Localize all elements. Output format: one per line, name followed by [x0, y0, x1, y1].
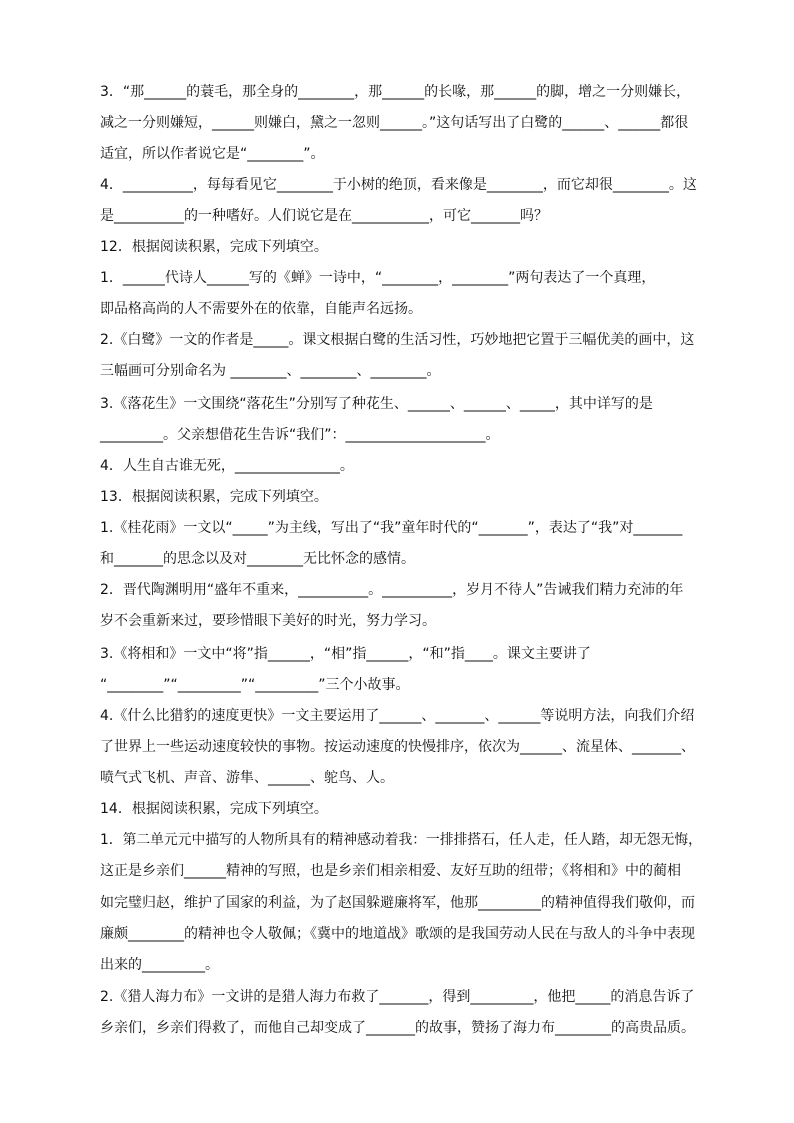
text-line: 如完璧归赵，维护了国家的利益，为了赵国躲避廉将军，他那_________的精神值得我们敬仰，而	[100, 895, 695, 911]
text-line: 即品格高尚的人不需要外在的依靠，自能声名远扬。	[100, 301, 422, 317]
text-line: 3.《落花生》一文围绕“落花生”分别写了种花生、______、______、_____，其中详写的是	[100, 396, 653, 412]
text-line: 这正是乡亲们______精神的写照，也是乡亲们相亲相爱、友好互助的纽带；《将相和》中的蔺相	[100, 863, 681, 879]
section-heading: 13．根据阅读积累，完成下列填空。	[100, 489, 328, 505]
text-line: 廉颇________的精神也令人敬佩；《冀中的地道战》歌颂的是我国劳动人民在与敌人的斗争中表现	[100, 926, 695, 942]
text-line: 岁不会重新来过，要珍惜眼下美好的时光，努力学习。	[100, 613, 436, 629]
text-line: 是__________的一种嗜好。人们说它是在___________，可它_______吗？	[100, 208, 548, 224]
text-line: 3.《将相和》一文中“将”指______，“相”指______，“和”指____。课文主要讲了	[100, 646, 591, 662]
text-line: 1．第二单元元中描写的人物所具有的精神感动着我：一排排搭石，任人走，任人踏，却无怨无悔，	[100, 832, 702, 848]
text-line: 1.《桂花雨》一文以“_____”为主线，写出了“我”童年时代的“_______”，表达了“我”对_______	[100, 520, 683, 536]
text-line: 和_______的思念以及对________无比怀念的感情。	[100, 551, 415, 567]
text-line: _________。父亲想借花生告诉“我们”：____________________。	[100, 427, 500, 443]
text-line: 喷气式飞机、声音、游隼、______、鸵鸟、人。	[100, 770, 394, 786]
text-line: 三幅画可分别命名为 ________、________、________。	[100, 363, 441, 379]
text-line: 1．______代诗人______写的《蝉》一诗中，“________，________”两句表达了一个真理，	[100, 270, 656, 286]
text-line: 适宜，所以作者说它是“________”。	[100, 146, 325, 162]
text-line: 乡亲们，乡亲们得救了，而他自己却变成了_______的故事，赞扬了海力布________的高贵品质。	[100, 1020, 695, 1036]
text-line: 2.《白鹭》一文的作者是_____。课文根据白鹭的生活习性，巧妙地把它置于三幅优美的画中，这	[100, 332, 695, 348]
section-heading: 14．根据阅读积累，完成下列填空。	[100, 801, 328, 817]
text-line: 4．人生自古谁无死，_______________。	[100, 458, 354, 474]
text-line: “________”“_________”“_________”三个小故事。	[100, 677, 410, 693]
text-line: 3．“那______的蓑毛，那全身的________，那______的长喙，那______的脚，增之一分则嫌长，	[100, 84, 691, 100]
text-line: 2．晋代陶渊明用“盛年不重来，__________。__________，岁月不待人”告诫我们精力充沛的年	[100, 582, 684, 598]
text-line: 了世界上一些运动速度较快的事物。按运动速度的快慢排序，依次为______、流星体、_______、	[100, 739, 695, 755]
section-heading: 12．根据阅读积累，完成下列填空。	[100, 239, 328, 255]
text-line: 4．__________，每每看见它________于小树的绝顶，看来像是________，而它却很________。这	[100, 177, 697, 193]
text-line: 出来的_________。	[100, 957, 219, 973]
text-line: 4.《什么比猎豹的速度更快》一文主要运用了______、_______、______等说明方法，向我们介绍	[100, 708, 695, 724]
text-line: 减之一分则嫌短，______则嫌白，黛之一忽则______。”这句话写出了白鹭的______、______都很	[100, 115, 689, 131]
text-line: 2.《猎人海力布》一文讲的是猎人海力布救了_______，得到_________，他把_____的消息告诉了	[100, 989, 695, 1005]
